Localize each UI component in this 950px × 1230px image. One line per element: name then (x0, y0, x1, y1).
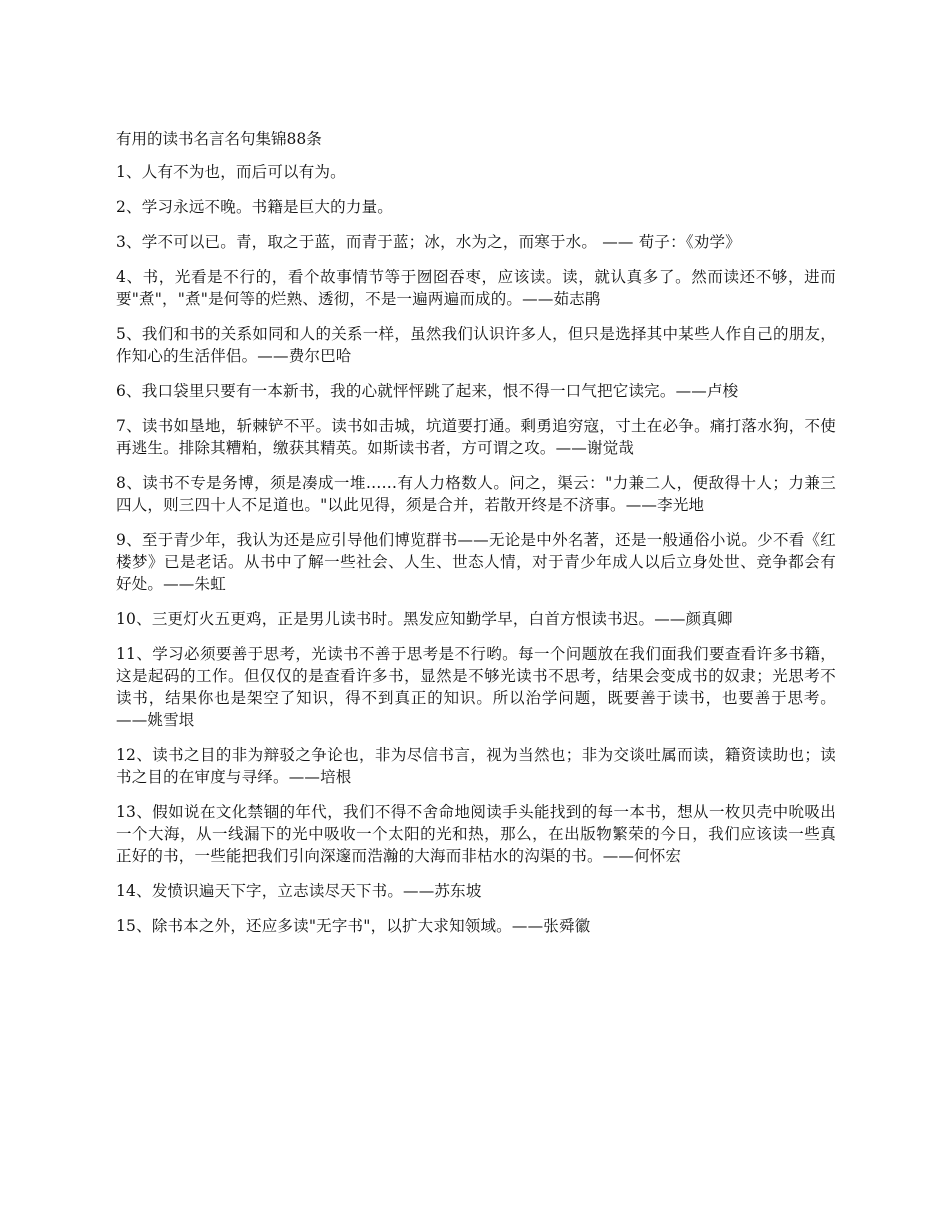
quote-item-15: 15、除书本之外，还应多读"无字书"，以扩大求知领域。——张舜徽 (116, 917, 591, 935)
quote-item-9: 9、至于青少年，我认为还是应引导他们博览群书——无论是中外名著，还是一般通俗小说。少不看《红楼梦》已是老话。从书中了解一些社会、人生、世态人情，对于青少年成人以后立身处世、竞争都会有好处。——朱虹 (116, 531, 836, 593)
quote-item-13: 13、假如说在文化禁锢的年代，我们不得不舍命地阅读手头能找到的每一本书，想从一枚贝壳中吮吸出一个大海，从一线漏下的光中吸收一个太阳的光和热，那么，在出版物繁荣的今日，我们应该读一些真正好的书，一些能把我们引向深邃而浩瀚的大海而非枯水的沟渠的书。——何怀宏 (116, 803, 836, 865)
quote-item-6: 6、我口袋里只要有一本新书，我的心就怦怦跳了起来，恨不得一口气把它读完。——卢梭 (116, 382, 739, 400)
document-page (116, 127, 836, 950)
document-title: 有用的读书名言名句集锦88条 (116, 130, 322, 148)
quote-item-10: 10、三更灯火五更鸡，正是男儿读书时。黑发应知勤学早，白首方恨读书迟。——颜真卿 (116, 610, 733, 628)
quote-item-14: 14、发愤识遍天下字，立志读尽天下书。——苏东坡 (116, 882, 482, 900)
quote-item-12: 12、读书之目的非为辩驳之争论也，非为尽信书言，视为当然也；非为交谈吐属而读，籍资读助也；读书之目的在审度与寻绎。——培根 (116, 746, 836, 786)
quote-item-11: 11、学习必须要善于思考，光读书不善于思考是不行哟。每一个问题放在我们面我们要查看许多书籍，这是起码的工作。但仅仅的是查看许多书，显然是不够光读书不思考，结果会变成书的奴隶；光思考不读书，结果你也是架空了知识，得不到真正的知识。所以治学问题，既要善于读书，也要善于思考。——姚雪垠 (116, 645, 836, 729)
quote-item-7: 7、读书如垦地，斩棘铲不平。读书如击城，坑道要打通。剩勇追穷寇，寸土在必争。痛打落水狗，不使再逃生。排除其糟粕，缴获其精英。如斯读书者，方可谓之攻。——谢觉哉 (116, 417, 836, 457)
quote-item-2: 2、学习永远不晚。书籍是巨大的力量。 (116, 198, 393, 216)
quote-item-3: 3、学不可以已。青，取之于蓝，而青于蓝；冰，水为之，而寒于水。 —— 荀子：《劝学》 (116, 233, 741, 251)
quote-item-1: 1、人有不为也，而后可以有为。 (116, 163, 346, 181)
quote-item-8: 8、读书不专是务博，须是凑成一堆……有人力格数人。问之，渠云："力兼二人，便敌得十人；力兼三四人，则三四十人不足道也。"以此见得，须是合并，若散开终是不济事。——李光地 (116, 474, 836, 514)
quote-item-5: 5、我们和书的关系如同和人的关系一样，虽然我们认识许多人，但只是选择其中某些人作自己的朋友，作知心的生活伴侣。——费尔巴哈 (116, 325, 836, 365)
quote-item-4: 4、书，光看是不行的，看个故事情节等于囫囵吞枣，应该读。读，就认真多了。然而读还不够，进而要"煮"，"煮"是何等的烂熟、透彻，不是一遍两遍而成的。——茹志鹃 (116, 268, 836, 308)
